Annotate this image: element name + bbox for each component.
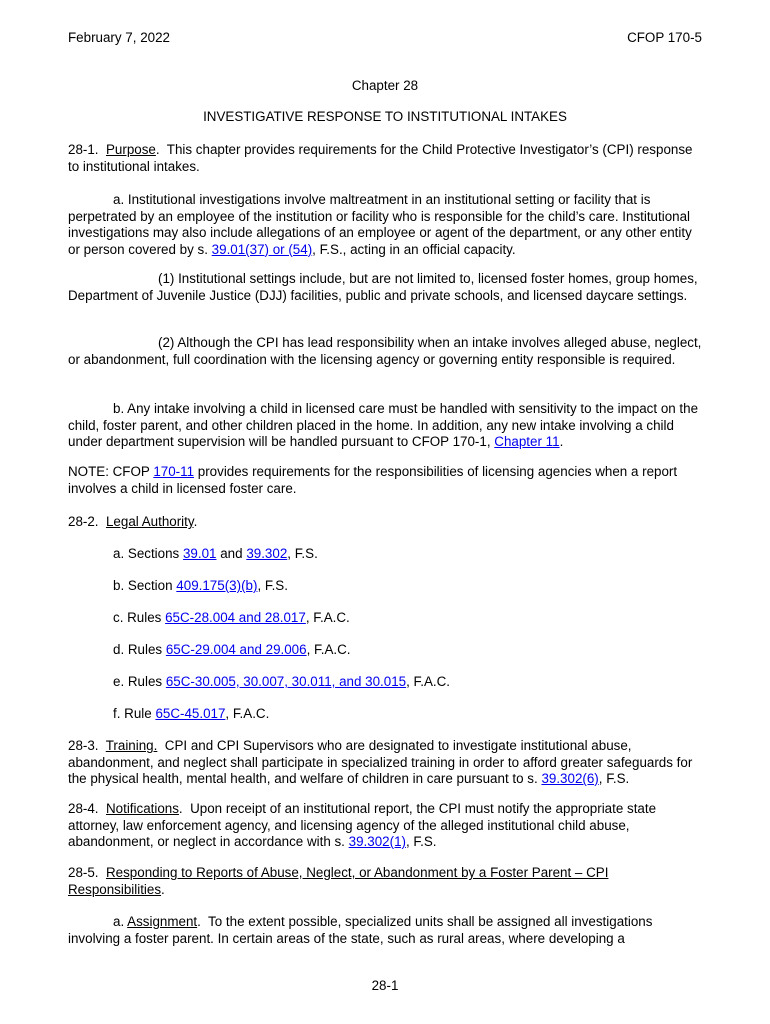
note-paragraph: NOTE: CFOP 170-11 provides requirements for the responsibilities of licensing agencies when a report involves a child in licensed foster care.	[68, 464, 678, 496]
legal-item-a: a. Sections 39.01 and 39.302, F.S.	[113, 546, 318, 561]
rule-link-65c-28[interactable]: 65C-28.004 and 28.017	[165, 610, 306, 625]
legal-item-e: e. Rules 65C-30.005, 30.007, 30.011, and 30.015, F.A.C.	[113, 674, 451, 689]
section-28-2-legal-authority: 28-2. Legal Authority.	[68, 514, 198, 529]
rule-link-65c-30[interactable]: 65C-30.005, 30.007, 30.011, and 30.015	[165, 674, 407, 689]
statute-link-39-302-1[interactable]: 39.302(1)	[348, 834, 406, 849]
chapter-11-link[interactable]: Chapter 11	[494, 434, 560, 449]
paragraph-28-1-b: b. Any intake involving a child in licensed care must be handled with sensitivity to the impact on the child, foster parent, and other children placed in the home. In addition, any new intake involving a child under department supervision will be handled pursuant to CFOP 170-1, Chapter 11.	[68, 401, 699, 449]
section-heading: Notifications	[105, 801, 179, 816]
page-number: 28-1	[371, 978, 399, 993]
section-28-1-purpose: 28-1. Purpose. This chapter provides requirements for the Child Protective Investigator’s (CPI) response to institutional intakes.	[68, 142, 693, 174]
section-heading: Legal Authority	[105, 514, 194, 529]
header-doc-id: CFOP 170-5	[627, 30, 702, 45]
statute-link-39-302-6[interactable]: 39.302(6)	[541, 771, 599, 786]
statute-link-409-175[interactable]: 409.175(3)(b)	[176, 578, 258, 593]
cfop-170-11-link[interactable]: 170-11	[153, 464, 195, 479]
paragraph-28-5-a: a. Assignment. To the extent possible, specialized units shall be assigned all investigations involving a foster parent. In certain areas of the state, such as rural areas, where developing a	[68, 914, 653, 946]
legal-item-b: b. Section 409.175(3)(b), F.S.	[113, 578, 288, 593]
chapter-label: Chapter 28	[351, 78, 419, 93]
statute-link-39-01[interactable]: 39.01(37) or (54)	[211, 241, 313, 257]
section-28-3-training: 28-3. Training. CPI and CPI Supervisors who are designated to investigate institutional abuse, abandonment, and neglect shall participate in specialized training in order to afford greater safeguards for the physical health, mental health, and welfare of children in care pursuant to s. 39.302(6), F.S.	[68, 738, 693, 786]
section-number: 28-1.	[68, 142, 99, 157]
paragraph-28-1-a: a. Institutional investigations involve maltreatment in an institutional setting or facility that is perpetrated by an employee of the institution or facility who is responsible for the child’s care. Institutional investigations may also include allegations of an employee or agent of the department, or any other entity or person covered by s. 39.01(37) or (54), F.S., acting in an official capacity.	[68, 192, 692, 257]
section-28-4-notifications: 28-4. Notifications. Upon receipt of an institutional report, the CPI must notify the appropriate state attorney, law enforcement agency, and licensing agency of the alleged institutional child abuse, abandonment, or neglect in accordance with s. 39.302(1), F.S.	[68, 801, 657, 849]
chapter-title: INVESTIGATIVE RESPONSE TO INSTITUTIONAL INTAKES	[203, 109, 567, 124]
section-heading: Training.	[105, 738, 158, 753]
subsection-heading: Assignment	[127, 914, 198, 929]
section-28-5-responding: 28-5. Responding to Reports of Abuse, Neglect, or Abandonment by a Foster Parent – CPI Responsibilities.	[68, 865, 609, 897]
statute-link-39-302[interactable]: 39.302	[246, 546, 288, 561]
legal-item-c: c. Rules 65C-28.004 and 28.017, F.A.C.	[113, 610, 350, 625]
legal-item-f: f. Rule 65C-45.017, F.A.C.	[113, 706, 270, 721]
paragraph-28-1-a-1: (1) Institutional settings include, but are not limited to, licensed foster homes, group homes, Department of Juvenile Justice (DJJ) facilities, public and private schools, and licensed daycare settings.	[68, 271, 698, 303]
legal-item-d: d. Rules 65C-29.004 and 29.006, F.A.C.	[113, 642, 351, 657]
header-date: February 7, 2022	[68, 30, 170, 45]
rule-link-65c-45[interactable]: 65C-45.017	[155, 706, 226, 721]
paragraph-28-1-a-2: (2) Although the CPI has lead responsibility when an intake involves alleged abuse, neglect, or abandonment, full coordination with the licensing agency or governing entity responsible is required.	[68, 335, 702, 367]
page-header	[68, 30, 702, 48]
section-heading: Responding to Reports of Abuse, Neglect, or Abandonment by a Foster Parent – CPI Responsibilities	[68, 865, 609, 897]
section-text: This chapter provides requirements for the Child Protective Investigator’s (CPI) response to institutional intakes.	[68, 142, 693, 174]
rule-link-65c-29[interactable]: 65C-29.004 and 29.006	[165, 642, 307, 657]
document-page	[68, 0, 702, 1024]
statute-link-39-01[interactable]: 39.01	[182, 546, 217, 561]
section-heading: Purpose	[105, 142, 156, 157]
